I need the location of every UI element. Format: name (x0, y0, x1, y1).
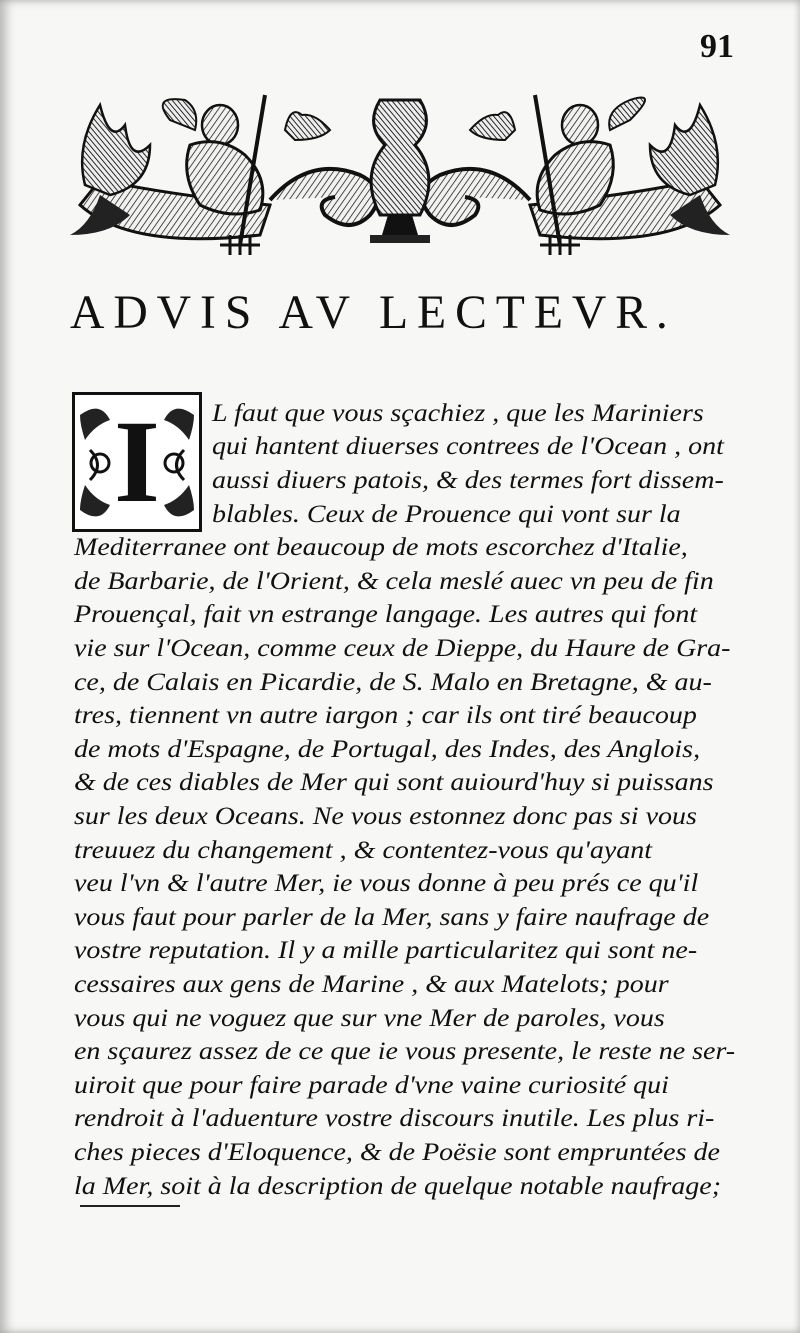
text-line: blables. Ceux de Prouence qui vont sur la (212, 501, 681, 528)
text-line: & de ces diables de Mer qui sont auiourd'huy si puissans (74, 769, 714, 796)
text-line: qui hantent diuerses contrees de l'Ocean , ont (212, 433, 724, 460)
text-line: Prouençal, fait vn estrange langage. Les autres qui font (74, 601, 698, 628)
text-line: la Mer, soit à la description de quelque notable naufrage; (74, 1173, 722, 1200)
text-line: veu l'vn & l'autre Mer, ie vous donne à peu prés ce qu'il (74, 870, 699, 897)
text-line: ce, de Calais en Picardie, de S. Malo en Bretagne, & au- (74, 669, 712, 696)
drop-cap-letter: I (114, 396, 160, 527)
text-line: sur les deux Oceans. Ne vous estonnez donc pas si vous (74, 803, 697, 830)
text-line: cessaires aux gens de Marine , & aux Matelots; pour (74, 971, 669, 998)
text-line: vostre reputation. Il y a mille particularitez qui sont ne- (74, 937, 698, 964)
text-line: de mots d'Espagne, de Portugal, des Indes, des Anglois, (74, 736, 701, 763)
text-line: tres, tiennent vn autre iargon ; car ils ont tiré beaucoup (74, 702, 697, 729)
text-line: vous qui ne voguez que sur vne Mer de paroles, vous (74, 1005, 665, 1032)
text-line: rendroit à l'aduenture vostre discours inutile. Les plus ri- (74, 1105, 715, 1132)
page-number: 91 (700, 28, 734, 65)
text-line: vie sur l'Ocean, comme ceux de Dieppe, du Haure de Gra- (74, 635, 731, 662)
text-line: L faut que vous sçachiez , que les Mariniers (212, 400, 704, 427)
page-title: ADVIS AV LECTEVR. (70, 286, 677, 339)
text-line: treuuez du changement , & contentez-vous qu'ayant (74, 837, 653, 864)
text-line: vous faut pour parler de la Mer, sans y faire naufrage de (74, 904, 710, 931)
ornamental-drop-cap (72, 392, 202, 532)
woodcut-headpiece-ornament (70, 85, 730, 260)
text-line: en sçaurez assez de ce que ie vous presente, le reste ne ser- (74, 1038, 736, 1065)
underline-rule (80, 1205, 180, 1207)
text-line: de Barbarie, de l'Orient, & cela meslé auec vn peu de fin (74, 568, 714, 595)
text-line: Mediterranee ont beaucoup de mots escorchez d'Italie, (74, 534, 688, 561)
text-line: uiroit que pour faire parade d'vne vaine curiosité qui (74, 1072, 669, 1099)
text-line: aussi diuers patois, & des termes fort dissem- (212, 467, 724, 494)
text-line: ches pieces d'Eloquence, & de Poësie sont empruntées de (74, 1139, 720, 1166)
